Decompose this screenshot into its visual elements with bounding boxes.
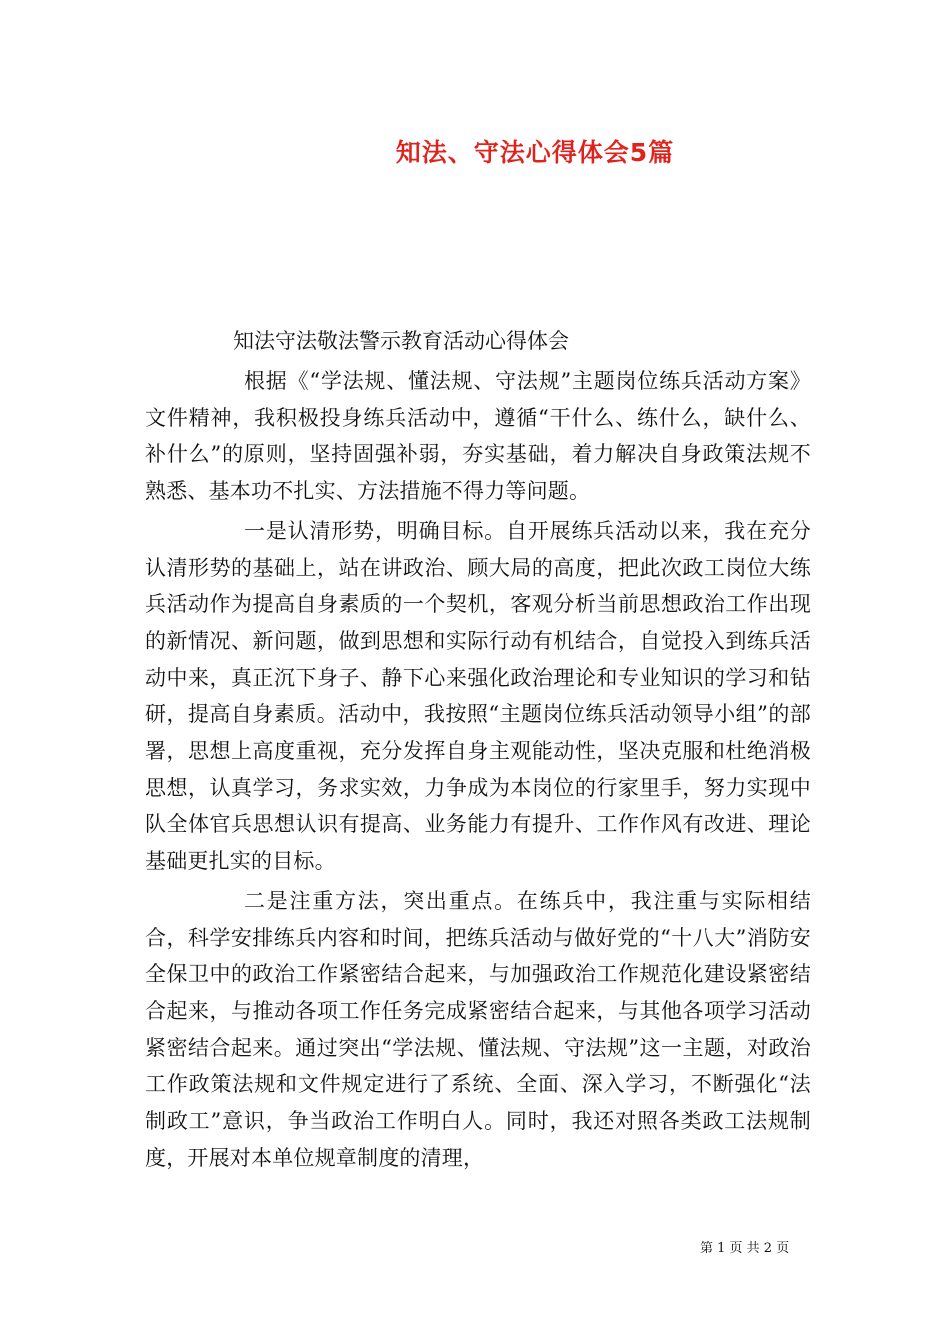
paragraph-point-one: 一是认清形势，明确目标。自开展练兵活动以来，我在充分认清形势的基础上，站在讲政治、顾大局的高度，把此次政工岗位大练兵活动作为提高自身素质的一个契机，客观分析当前思想政治工作出现的新情况、新问题，做到思想和实际行动有机结合，自觉投入到练兵活动中来，真正沉下身子、静下心来强化政治理论和专业知识的学习和钻研，提高自身素质。活动中，我按照“主题岗位练兵活动领导小组”的部署，思想上高度重视，充分发挥自身主观能动性，坚决克服和杜绝消极思想，认真学习，务求实效，力争成为本岗位的行家里手，努力实现中队全体官兵思想认识有提高、业务能力有提升、工作作风有改进、理论基础更扎实的目标。 (145, 518, 811, 874)
page-number-footer: 第 1 页 共 2 页 (700, 1241, 790, 1256)
document-title: 知法、守法心得体会5篇 (395, 138, 675, 167)
article-body (145, 322, 811, 1176)
article-subtitle: 知法守法敬法警示教育活动心得体会 (233, 329, 569, 353)
paragraph-point-two: 二是注重方法，突出重点。在练兵中，我注重与实际相结合，科学安排练兵内容和时间，把练兵活动与做好党的“十八大”消防安全保卫中的政治工作紧密结合起来，与加强政治工作规范化建设紧密结合起来，与推动各项工作任务完成紧密结合起来，与其他各项学习活动紧密结合起来。通过突出“学法规、懂法规、守法规”这一主题，对政治工作政策法规和文件规定进行了系统、全面、深入学习，不断强化“法制政工”意识，争当政治工作明白人。同时，我还对照各类政工法规制度，开展对本单位规章制度的清理， (145, 888, 811, 1170)
paragraph-intro: 根据《“学法规、懂法规、守法规”主题岗位练兵活动方案》文件精神，我积极投身练兵活动中，遵循“干什么、练什么，缺什么、补什么”的原则，坚持固强补弱，夯实基础，着力解决自身政策法规不熟悉、基本功不扎实、方法措施不得力等问题。 (145, 369, 811, 504)
